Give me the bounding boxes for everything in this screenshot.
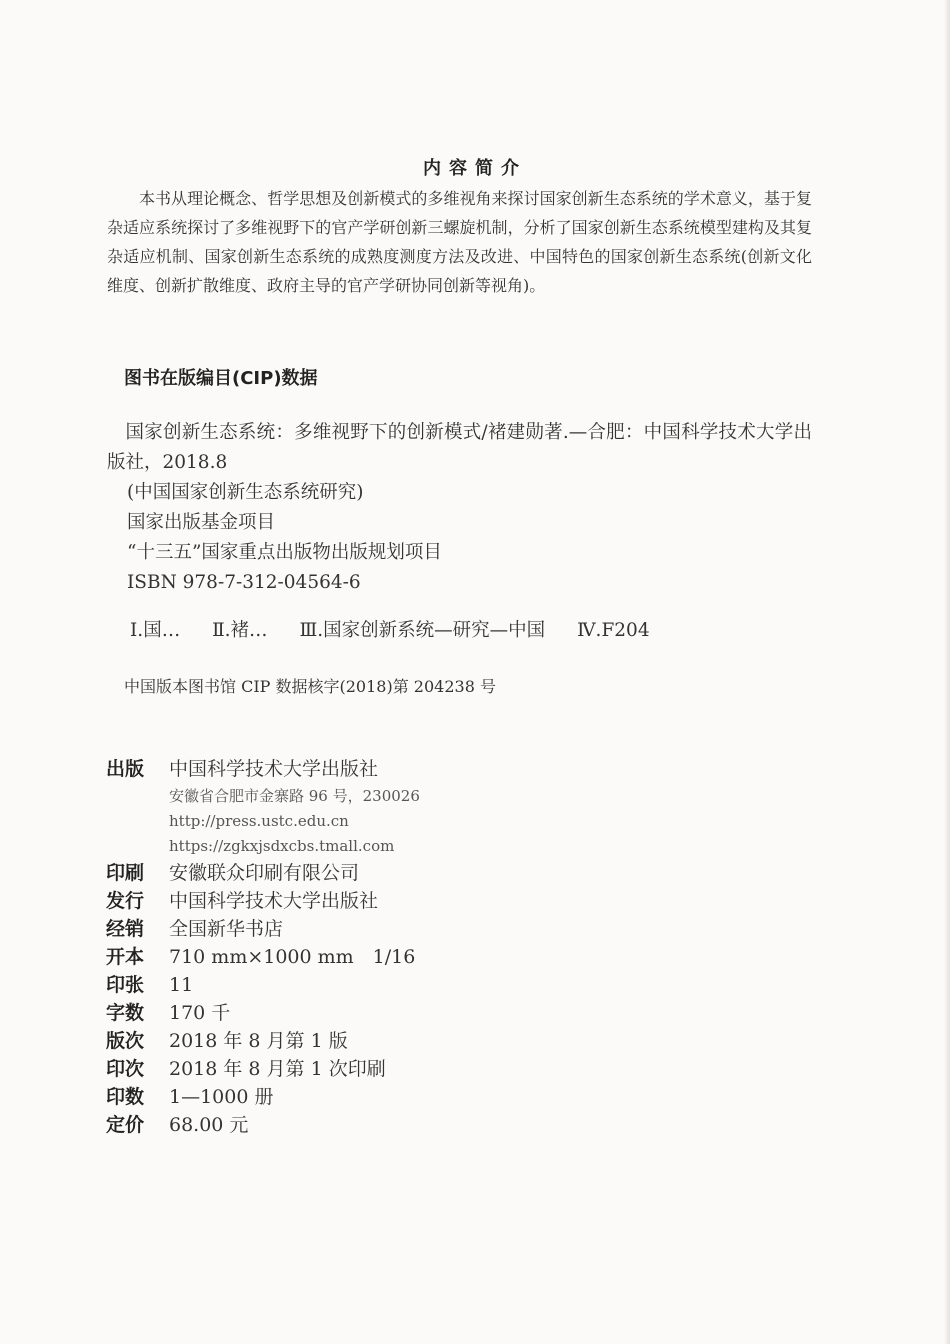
info-row-print-run — [106, 1083, 706, 1111]
info-label: 开本 — [106, 946, 145, 968]
info-row-wordcount — [106, 999, 706, 1027]
info-label: 字数 — [106, 1002, 145, 1024]
info-label: 印次 — [106, 1058, 145, 1080]
info-label: 经销 — [106, 918, 145, 940]
cip-plan: “十三五”国家重点出版物出版规划项目 — [127, 542, 442, 563]
info-row-printer — [106, 859, 706, 887]
cip-data-number: 中国版本图书馆 CIP 数据核字(2018)第 204238 号 — [124, 677, 496, 696]
info-row-publisher — [106, 754, 706, 784]
info-row-seller — [106, 915, 706, 943]
info-value: 170 千 — [169, 1002, 231, 1024]
cip-fund: 国家出版基金项目 — [127, 512, 276, 533]
publication-info — [106, 754, 706, 1139]
info-label: 版次 — [106, 1030, 145, 1052]
cip-heading: 图书在版编目(CIP)数据 — [124, 368, 318, 389]
info-row-format — [106, 943, 706, 971]
info-value: 11 — [169, 974, 194, 996]
info-row-price — [106, 1111, 706, 1139]
cip-record — [107, 418, 812, 598]
info-label: 印数 — [106, 1086, 145, 1108]
info-value: 710 mm×1000 mm 1/16 — [169, 946, 416, 968]
info-row-edition — [106, 1027, 706, 1055]
info-value: 68.00 元 — [169, 1114, 249, 1136]
info-label: 出版 — [106, 758, 145, 780]
cip-class-2: Ⅱ.褚… — [212, 620, 268, 641]
info-row-printing — [106, 1055, 706, 1083]
info-label: 印张 — [106, 974, 145, 996]
cip-classification — [130, 616, 676, 642]
cip-class-1: Ⅰ.国… — [130, 620, 181, 641]
info-value: 中国科学技术大学出版社 — [169, 758, 379, 780]
info-value: 1—1000 册 — [169, 1086, 274, 1108]
cip-series: (中国国家创新生态系统研究) — [127, 482, 364, 503]
info-value: 全国新华书店 — [169, 918, 284, 940]
cip-isbn: ISBN 978-7-312-04564-6 — [127, 572, 361, 593]
info-label: 发行 — [106, 890, 145, 912]
summary-paragraph: 本书从理论概念、哲学思想及创新模式的多维视角来探讨国家创新生态系统的学术意义，基于复杂适应系统探讨了多维视野下的官产学研创新三螺旋机制，分析了国家创新生态系统模型建构及其复杂适应机制、国家创新生态系统的成熟度测度方法及改进、中国特色的国家创新生态系统(创新文化维度、创新扩散维度、政府主导的官产学研协同创新等视角)。 — [107, 189, 812, 295]
info-row-distributor — [106, 887, 706, 915]
info-value: 2018 年 8 月第 1 版 — [169, 1030, 348, 1052]
publisher-address: 安徽省合肥市金寨路 96 号，230026 — [169, 787, 420, 805]
cip-class-3: Ⅲ.国家创新系统—研究—中国 — [299, 620, 546, 641]
page-edge — [944, 0, 950, 1344]
cip-main-entry: 国家创新生态系统：多维视野下的创新模式/褚建勋著.—合肥：中国科学技术大学出版社，2018.8 — [107, 422, 812, 473]
info-value: 2018 年 8 月第 1 次印刷 — [169, 1058, 386, 1080]
publisher-store: https://zgkxjsdxcbs.tmall.com — [169, 837, 395, 855]
info-value: 中国科学技术大学出版社 — [169, 890, 379, 912]
info-row-sheets — [106, 971, 706, 999]
summary-title: 内容简介 — [423, 158, 527, 179]
cip-class-4: Ⅳ.F204 — [577, 620, 650, 641]
info-value: 安徽联众印刷有限公司 — [169, 862, 360, 884]
info-label: 印刷 — [106, 862, 145, 884]
info-label: 定价 — [106, 1114, 145, 1136]
publisher-website: http://press.ustc.edu.cn — [169, 812, 349, 830]
